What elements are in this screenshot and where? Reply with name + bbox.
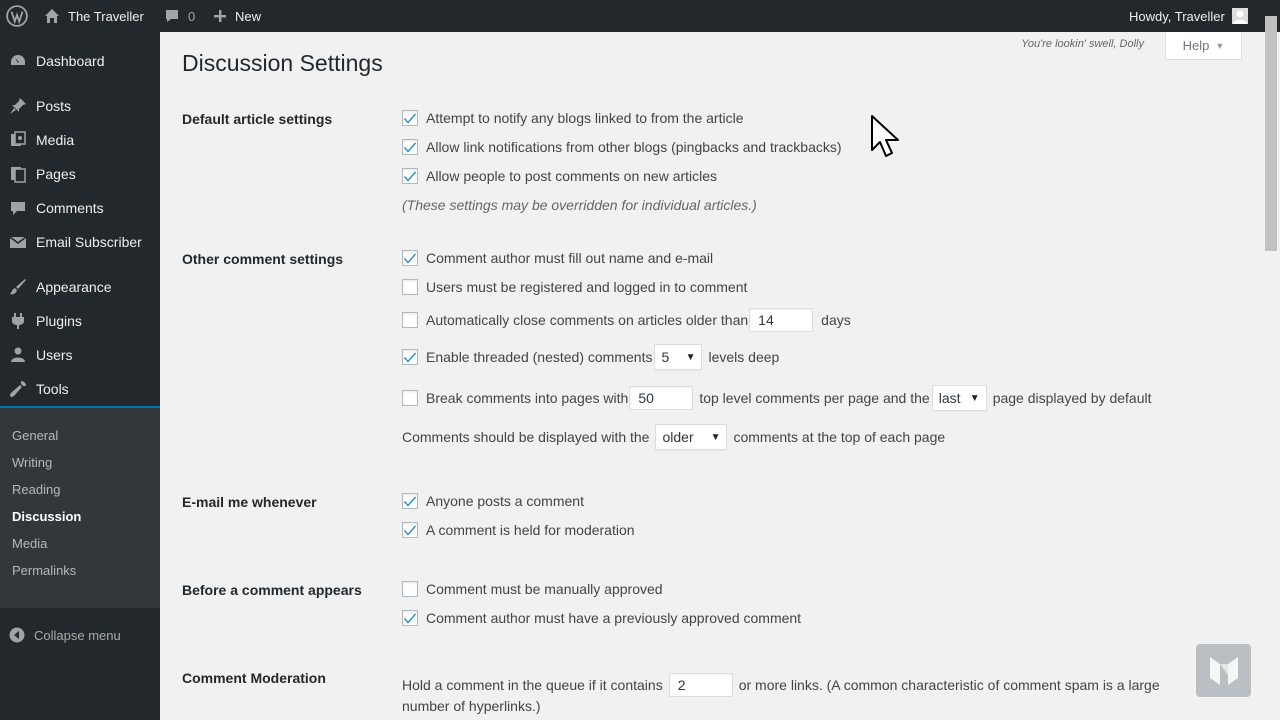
paged-comments-mid: top level comments per page and the	[699, 390, 930, 406]
option-email-moderation	[402, 522, 635, 538]
auto-close-label[interactable]: Automatically close comments on articles older than	[426, 312, 749, 328]
option-manual-approve	[402, 581, 663, 597]
dashboard-icon	[0, 52, 36, 70]
brush-icon	[0, 278, 36, 296]
triangle-down-icon: ▼	[1215, 40, 1225, 51]
option-registered-only	[402, 279, 747, 295]
option-allow-comments	[402, 168, 717, 184]
comment-order-label: Comments should be displayed with the	[402, 429, 650, 445]
checkmark-icon	[403, 251, 417, 265]
comment-bubble-icon	[164, 8, 180, 24]
collapse-menu-button[interactable]	[0, 618, 160, 652]
menu-item-tools[interactable]	[0, 372, 160, 406]
media-icon	[0, 131, 36, 149]
menu-item-comments[interactable]	[0, 191, 160, 225]
previously-approved-checkbox[interactable]	[402, 610, 418, 626]
checkmark-icon	[403, 140, 417, 154]
threaded-suffix: levels deep	[708, 349, 780, 365]
pages-icon	[0, 165, 36, 183]
paged-comments-checkbox[interactable]	[402, 390, 418, 406]
option-notify-linked-blogs	[402, 110, 744, 126]
menu-item-plugins[interactable]	[0, 304, 160, 338]
menu-item-appearance[interactable]	[0, 270, 160, 304]
paged-comments-label[interactable]: Break comments into pages with	[426, 390, 629, 406]
thread-depth-select[interactable]	[654, 344, 702, 370]
howdy-text: Howdy, Traveller	[1129, 8, 1225, 24]
section-label-moderation: Comment Moderation	[182, 670, 326, 686]
auto-close-checkbox[interactable]	[402, 312, 418, 328]
dropdown-arrow-icon: ▼	[969, 392, 980, 404]
menu-item-dashboard[interactable]	[0, 44, 160, 78]
section-label-before-appears: Before a comment appears	[182, 582, 362, 598]
submenu-general[interactable]: General	[12, 428, 59, 443]
collapse-arrow-icon	[0, 627, 34, 643]
menu-item-pages[interactable]	[0, 157, 160, 191]
plus-icon	[213, 9, 227, 23]
collapse-menu-label: Collapse menu	[34, 627, 121, 643]
threaded-label[interactable]: Enable threaded (nested) comments	[426, 349, 653, 365]
new-label: New	[235, 8, 262, 24]
notify-linked-blogs-label[interactable]: Attempt to notify any blogs linked to from the article	[426, 110, 744, 126]
admin-bar	[0, 0, 1280, 32]
hello-dolly-text: You're lookin' swell, Dolly	[1021, 38, 1144, 50]
mouse-cursor-icon	[870, 114, 902, 163]
email-any-comment-checkbox[interactable]	[402, 493, 418, 509]
submenu-reading[interactable]: Reading	[12, 482, 61, 497]
site-name: The Traveller	[68, 8, 144, 24]
close-days-suffix: days	[821, 312, 851, 328]
menu-label-appearance: Appearance	[36, 279, 112, 295]
manual-approve-label[interactable]: Comment must be manually approved	[426, 581, 663, 597]
menu-label-media: Media	[36, 132, 75, 148]
menu-label-plugins: Plugins	[36, 313, 82, 329]
scrollbar-thumb[interactable]	[1265, 16, 1277, 251]
checkmark-icon	[403, 111, 417, 125]
home-icon	[44, 8, 60, 24]
option-paged-comments	[402, 385, 1152, 411]
comments-count: 0	[188, 8, 196, 24]
settings-submenu	[0, 408, 160, 608]
option-auto-close	[402, 308, 851, 332]
dropdown-arrow-icon: ▼	[710, 431, 721, 443]
manual-approve-checkbox[interactable]	[402, 581, 418, 597]
paged-comments-suffix: page displayed by default	[992, 390, 1152, 406]
allow-pingbacks-label[interactable]: Allow link notifications from other blogs (pingbacks and trackbacks)	[426, 139, 842, 155]
close-days-input[interactable]: 14	[749, 308, 813, 332]
menu-label-users: Users	[36, 347, 73, 363]
help-label: Help	[1182, 38, 1210, 53]
require-name-email-label[interactable]: Comment author must fill out name and e-mail	[426, 250, 714, 266]
menu-label-posts: Posts	[36, 98, 72, 114]
menu-label-tools: Tools	[36, 381, 69, 397]
registered-only-checkbox[interactable]	[402, 279, 418, 295]
wordpress-logo-icon[interactable]	[6, 0, 28, 32]
comments-per-page-input[interactable]: 50	[629, 386, 693, 410]
option-threaded	[402, 344, 779, 370]
checkmark-icon	[403, 169, 417, 183]
section-label-email-me: E-mail me whenever	[182, 494, 317, 510]
checkmark-icon	[403, 350, 417, 364]
page-title: Discussion Settings	[182, 50, 383, 76]
help-button[interactable]	[1165, 32, 1242, 60]
submenu-permalinks[interactable]: Permalinks	[12, 563, 77, 578]
section-label-other-comment: Other comment settings	[182, 251, 344, 267]
option-previously-approved	[402, 610, 801, 626]
email-moderation-label[interactable]: A comment is held for moderation	[426, 522, 635, 538]
comment-order-value: older	[662, 429, 694, 445]
submenu-discussion[interactable]: Discussion	[12, 509, 82, 524]
site-name-link[interactable]	[44, 0, 144, 32]
previously-approved-label[interactable]: Comment author must have a previously approved comment	[426, 610, 802, 626]
wrench-icon	[0, 380, 36, 398]
menu-item-users[interactable]	[0, 338, 160, 372]
allow-comments-label[interactable]: Allow people to post comments on new articles	[426, 168, 718, 184]
hold-links-label: Hold a comment in the queue if it contains	[402, 677, 663, 693]
hold-links-line2: number of hyperlinks.)	[402, 698, 541, 714]
threaded-checkbox[interactable]	[402, 349, 418, 365]
menu-item-posts[interactable]	[0, 89, 160, 123]
section-label-default-article: Default article settings	[182, 111, 333, 127]
hold-links-suffix: or more links. (A common characteristic of comment spam is a large	[738, 677, 1160, 693]
option-allow-pingbacks	[402, 139, 842, 155]
pin-icon	[0, 97, 36, 115]
email-icon	[0, 233, 36, 251]
checkmark-icon	[403, 523, 417, 537]
default-article-note: (These settings may be overridden for individual articles.)	[402, 197, 757, 213]
comment-order-suffix: comments at the top of each page	[733, 429, 946, 445]
max-links-input[interactable]: 2	[669, 673, 733, 697]
comment-icon	[0, 199, 36, 217]
checkmark-icon	[403, 494, 417, 508]
account-link[interactable]	[1129, 0, 1248, 32]
menu-item-email-subscriber[interactable]	[0, 225, 160, 259]
menu-item-media[interactable]	[0, 123, 160, 157]
email-any-comment-label[interactable]: Anyone posts a comment	[426, 493, 584, 509]
require-name-email-checkbox[interactable]	[402, 250, 418, 266]
plugin-icon	[0, 312, 36, 330]
checkmark-icon	[403, 611, 417, 625]
submenu-media[interactable]: Media	[12, 536, 48, 551]
new-content-link[interactable]	[213, 0, 261, 32]
menu-label-pages: Pages	[36, 166, 76, 182]
option-hold-links	[402, 673, 1160, 697]
notify-linked-blogs-checkbox[interactable]	[402, 110, 418, 126]
avatar	[1232, 8, 1248, 24]
option-require-name-email	[402, 250, 713, 266]
menu-label-email-subscriber: Email Subscriber	[36, 234, 142, 250]
submenu-writing[interactable]: Writing	[12, 455, 53, 470]
thread-depth-value: 5	[661, 349, 670, 365]
dropdown-arrow-icon: ▼	[685, 351, 696, 363]
allow-pingbacks-checkbox[interactable]	[402, 139, 418, 155]
default-page-value: last	[938, 390, 961, 406]
email-moderation-checkbox[interactable]	[402, 522, 418, 538]
comments-link[interactable]	[164, 0, 195, 32]
allow-comments-checkbox[interactable]	[402, 168, 418, 184]
menu-label-comments: Comments	[36, 200, 104, 216]
option-email-any-comment	[402, 493, 584, 509]
admin-menu	[0, 32, 160, 720]
default-page-select[interactable]	[932, 385, 987, 411]
watermark-logo-icon	[1196, 644, 1251, 697]
menu-label-dashboard: Dashboard	[36, 53, 105, 69]
option-comment-order	[402, 424, 945, 450]
users-icon	[0, 346, 36, 364]
comment-order-select[interactable]	[655, 424, 727, 450]
registered-only-label[interactable]: Users must be registered and logged in to comment	[426, 279, 748, 295]
